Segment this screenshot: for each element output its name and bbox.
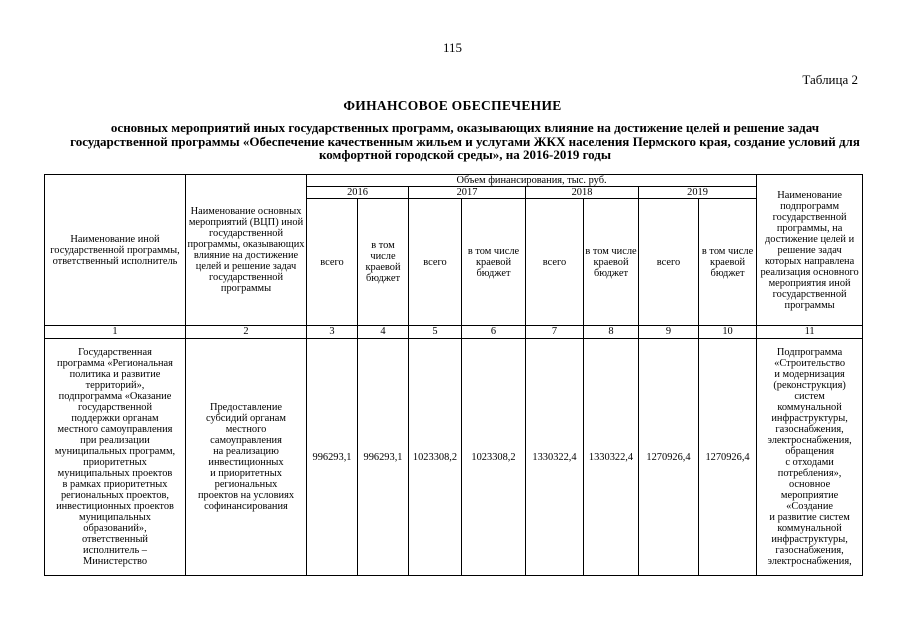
header-activity-column: Наименование основных мероприятий (ВЦП) иной государственной программы, оказывающих влияние на достижение целей и решение задач государственной программы [186, 175, 307, 326]
column-number: 4 [358, 326, 409, 339]
value-regional-2019: 1270926,4 [699, 339, 757, 576]
header-total-2016: всего [307, 199, 358, 326]
header-regional-2017: в том числе краевой бюджет [462, 199, 526, 326]
document-subtitle: основных мероприятий иных государственных программ, оказывающих влияние на достижение целей и решение задач государственной программы «Обеспечение качественным жильем и услугами ЖКХ населения Пермского края, создание условий для комфортной городской среды», на 2016-2019 годы [70, 120, 860, 162]
column-number: 10 [699, 326, 757, 339]
activity-cell: Предоставление субсидий органам местного самоуправления на реализацию инвестиционных и приоритетных региональных проектов на условиях софинансирования [186, 339, 307, 576]
value-regional-2017: 1023308,2 [462, 339, 526, 576]
column-number: 6 [462, 326, 526, 339]
column-number: 11 [757, 326, 863, 339]
header-funding-volume: Объем финансирования, тыс. руб. [307, 175, 757, 187]
value-total-2018: 1330322,4 [526, 339, 584, 576]
header-year-2018: 2018 [526, 187, 639, 199]
header-total-2017: всего [409, 199, 462, 326]
header-total-2019: всего [639, 199, 699, 326]
value-total-2019: 1270926,4 [639, 339, 699, 576]
column-number: 2 [186, 326, 307, 339]
value-regional-2016: 996293,1 [358, 339, 409, 576]
header-regional-2018: в том числе краевой бюджет [584, 199, 639, 326]
page-number: 115 [442, 40, 463, 55]
table-label: Таблица 2 [802, 72, 858, 87]
header-year-2019: 2019 [639, 187, 757, 199]
value-total-2017: 1023308,2 [409, 339, 462, 576]
table-row [45, 339, 863, 576]
header-regional-2019: в том числе краевой бюджет [699, 199, 757, 326]
program-cell: Государственная программа «Региональная политика и развитие территорий», подпрограмма «Оказание государственной поддержки органам местного самоуправления при реализации муниципальных программ, приоритетных муниципальных проектов в рамках приоритетных региональных проектов, инвестиционных проектов муниципальных образований», ответственный исполнитель – Министерство [45, 339, 186, 576]
column-number: 1 [45, 326, 186, 339]
value-regional-2018: 1330322,4 [584, 339, 639, 576]
value-total-2016: 996293,1 [307, 339, 358, 576]
header-subprogram-column: Наименование подпрограмм государственной программы, на достижение целей и решение задач которых направлена реализация основного мероприятия иной государственной программы [757, 175, 863, 326]
header-program-column: Наименование иной государственной программы, ответственный исполнитель [45, 175, 186, 326]
subprogram-cell: Подпрограмма «Строительство и модернизация (реконструкция) систем коммунальной инфраструктуры, газоснабжения, электроснабжения, обращения с отходами потребления», основное мероприятие «Создание и развитие систем коммунальной инфраструктуры, газоснабжения, электроснабжения, [757, 339, 863, 576]
header-year-2016: 2016 [307, 187, 409, 199]
header-total-2018: всего [526, 199, 584, 326]
column-number: 9 [639, 326, 699, 339]
column-number: 8 [584, 326, 639, 339]
financing-table [44, 174, 863, 576]
document-title: ФИНАНСОВОЕ ОБЕСПЕЧЕНИЕ [343, 98, 562, 113]
column-number: 5 [409, 326, 462, 339]
header-regional-2016: в том числе краевой бюджет [358, 199, 409, 326]
column-number: 7 [526, 326, 584, 339]
header-year-2017: 2017 [409, 187, 526, 199]
column-number: 3 [307, 326, 358, 339]
